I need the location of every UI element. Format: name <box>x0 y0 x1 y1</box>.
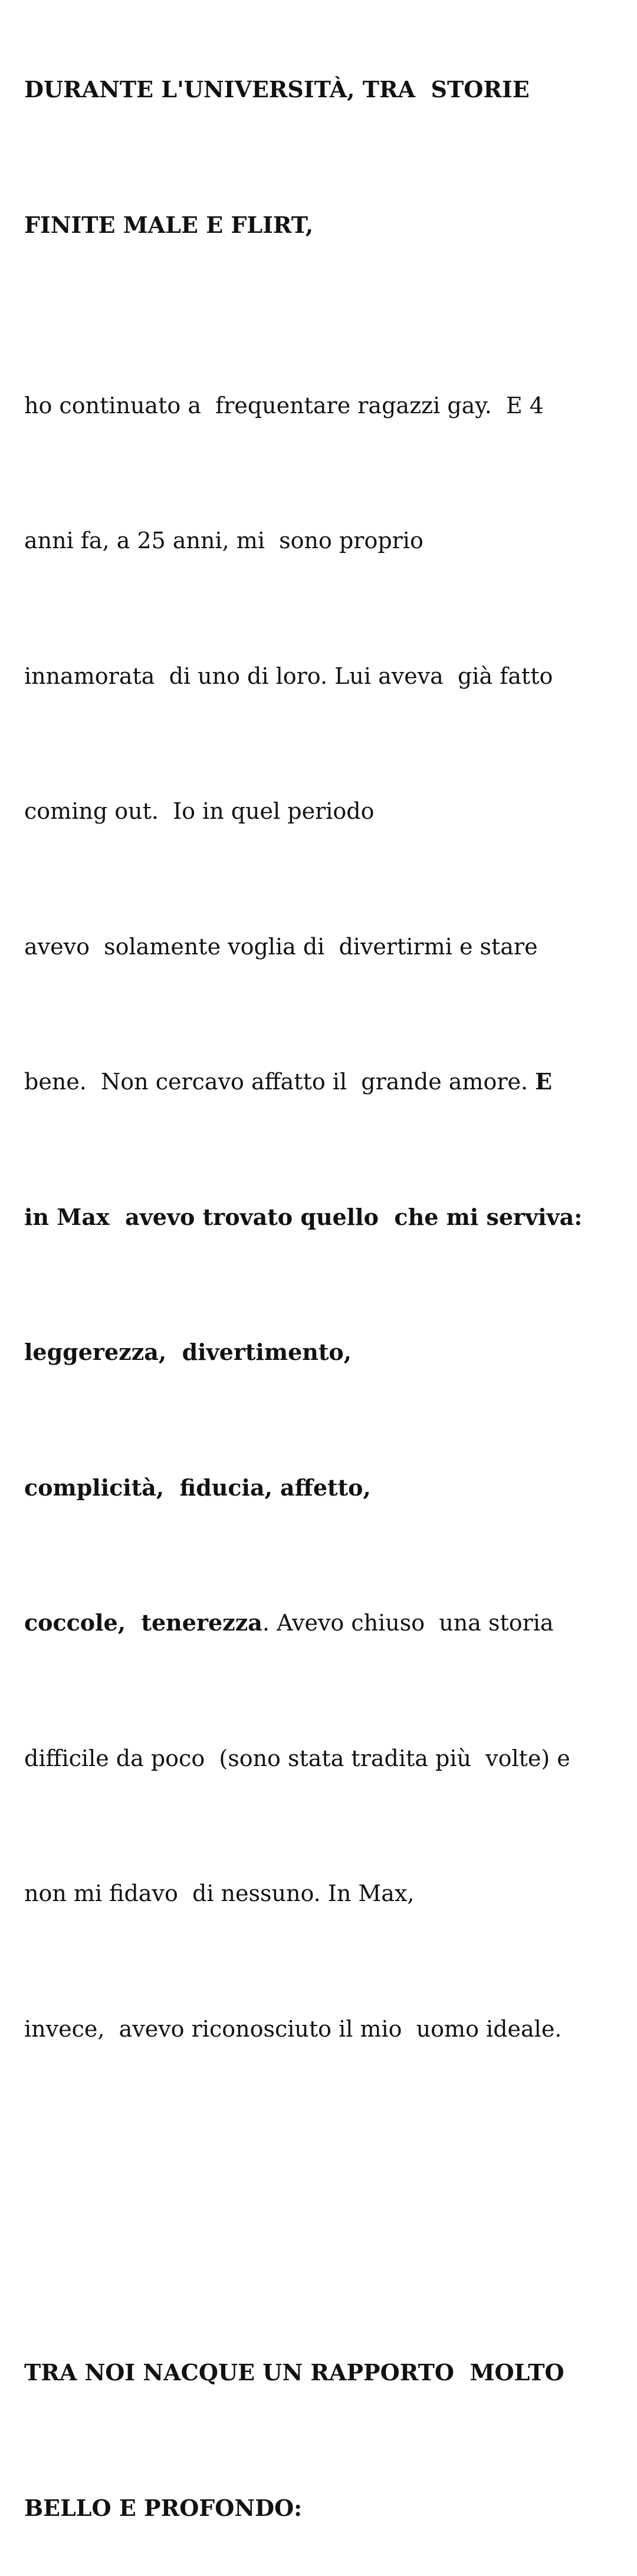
bold-text: coccole, tenerezza <box>24 1609 262 1636</box>
paragraph-line: non mi fidavo di nessuno. In Max, <box>24 1880 415 1906</box>
paragraph-line-bold: complicità, fiducia, affetto, <box>24 1474 371 1501</box>
article-text <box>24 0 626 2576</box>
paragraph-line: ho continuato a frequentare ragazzi gay. E 4 <box>24 392 544 419</box>
regular-text: bene. Non cercavo affatto il grande amore. <box>24 1069 536 1095</box>
paragraph-line: coming out. Io in quel periodo <box>24 798 375 824</box>
section-heading-line: FINITE MALE E FLIRT, <box>24 211 314 238</box>
section-heading-line: BELLO E PROFONDO: <box>24 2494 303 2521</box>
paragraph-line: anni fa, a 25 anni, mi sono proprio <box>24 528 423 554</box>
paragraph-line <box>24 1600 626 1646</box>
bold-text: E <box>535 1068 553 1095</box>
paragraph-line-bold: in Max avevo trovato quello che mi serviva: <box>24 1203 583 1230</box>
section-heading-line: DURANTE L'UNIVERSITÀ, TRA STORIE <box>24 76 530 103</box>
paragraph-line <box>24 1059 626 1105</box>
paragraph-line: difficile da poco (sono stata tradita più volte) e <box>24 1745 570 1771</box>
regular-text: . Avevo chiuso una storia <box>262 1610 554 1636</box>
paragraph-line-bold: leggerezza, divertimento, <box>24 1339 352 1365</box>
paragraph-line: innamorata di uno di loro. Lui aveva già fatto <box>24 663 553 689</box>
section-heading-line: TRA NOI NACQUE UN RAPPORTO MOLTO <box>24 2359 564 2386</box>
paragraph-line: invece, avevo riconosciuto il mio uomo ideale. <box>24 2015 562 2042</box>
paragraph-spacer <box>24 2187 626 2215</box>
paragraph-line: avevo solamente voglia di divertirmi e stare <box>24 933 538 960</box>
